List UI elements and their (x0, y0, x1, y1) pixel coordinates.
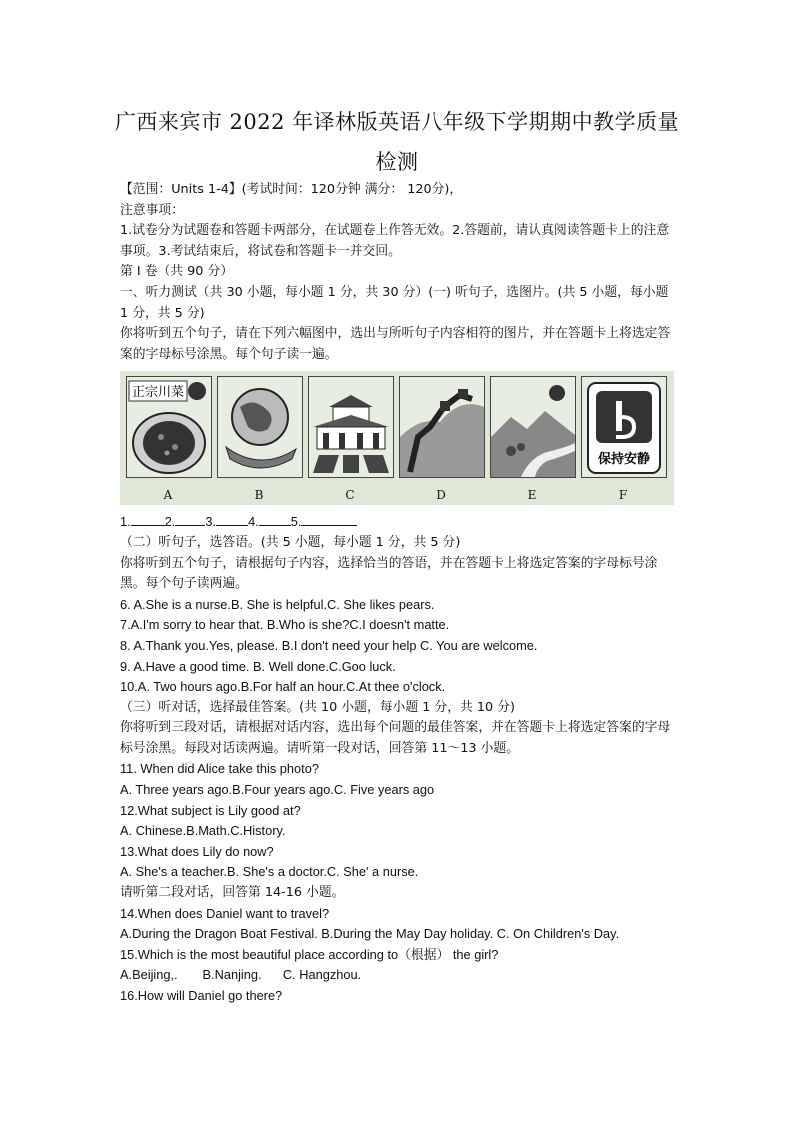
exam-body (120, 180, 676, 1007)
part-heading: 第 I 卷（共 90 分） (120, 264, 234, 280)
question-14-options: A.During the Dragon Boat Festival. B.During the May Day holiday. C. On Children's Day. (120, 926, 620, 942)
section1-instructions: 你将听到五个句子，请在下列六幅图中，选出与所听句子内容相符的图片，并在答题卡上将选定答案的字母标号涂黑。每个句子读一遍。 (120, 326, 671, 362)
question-11: 11. When did Alice take this photo? (120, 761, 319, 777)
question-10: 10.A. Two hours ago.B.For half an hour.C.At thee o'clock. (120, 679, 446, 695)
exam-title-line2: 检测 (375, 150, 419, 174)
answer-num-4: 4. (248, 514, 259, 530)
section2-heading: （二）听句子，选答语。(共 5 小题，每小题 1 分，共 5 分) (120, 534, 461, 550)
picture-label-a: A (163, 488, 173, 503)
keep-quiet-text: 保持安静 (597, 452, 651, 468)
notice-body: 1.试卷分为试题卷和答题卡两部分，在试题卷上作答无效。2.答题前，请认真阅读答题卡上的注意事项。3.考试结束后，将试卷和答题卡一并交回。 (120, 223, 670, 259)
question-11-options: A. Three years ago.B.Four years ago.C. Five years ago (120, 782, 435, 798)
answer-blank-4[interactable] (259, 511, 291, 526)
picture-label-b: B (254, 488, 264, 503)
answer-blank-2[interactable] (175, 511, 205, 526)
answer-num-5: 5. (290, 514, 302, 530)
answer-num-3: 3. (205, 514, 217, 530)
answer-num-2: 2. (164, 514, 176, 530)
dialog2-instructions: 请听第二段对话，回答第 14-16 小题。 (120, 885, 345, 901)
answer-blank-1[interactable] (131, 511, 165, 526)
exam-title-line1: 广西来宾市 2022 年译林版英语八年级下学期期中教学质量 (114, 110, 680, 134)
question-12-options: A. Chinese.B.Math.C.History. (120, 823, 286, 839)
picture-label-f: F (618, 488, 628, 503)
question-15-options: A.Beijing,. B.Nanjing. C. Hangzhou. (120, 967, 362, 983)
question-7: 7.A.I'm sorry to hear that. B.Who is she?C.I doesn't matte. (120, 617, 450, 633)
question-13-options: A. She's a teacher.B. She's a doctor.C. She' a nurse. (120, 864, 419, 880)
answer-blank-5[interactable] (301, 511, 357, 526)
question-13: 13.What does Lily do now? (120, 843, 274, 859)
section2-instructions: 你将听到五个句子，请根据句子内容，选择恰当的答语，并在答题卡上将选定答案的字母标号涂黑。每个句子读两遍。 (120, 555, 658, 592)
sichuan-dish-text: 正宗川菜 (131, 385, 185, 401)
question-6: 6. A.She is a nurse.B. She is helpful.C. She likes pears. (120, 596, 435, 612)
section3-heading: （三）听对话，选择最佳答案。(共 10 小题，每小题 1 分，共 10 分) (120, 699, 516, 715)
question-12: 12.What subject is Lily good at? (120, 802, 301, 818)
picture-e-river-landscape (490, 376, 576, 478)
answer-num-1: 1. (120, 514, 131, 530)
question-14: 14.When does Daniel want to travel? (120, 905, 330, 921)
section1-heading: 一、听力测试（共 30 小题，每小题 1 分，共 30 分）(一) 听句子，选图片。(共 5 小题，每小题 1 分，共 5 分) (120, 284, 669, 321)
picture-f-keep-quiet-sign (581, 376, 667, 478)
picture-options-figure (120, 371, 674, 505)
question-15: 15.Which is the most beautiful place according to（根据） the girl? (120, 946, 499, 962)
picture-d-great-wall (399, 376, 485, 478)
notice-heading: 注意事项： (120, 202, 184, 218)
picture-b-globe-hand (217, 376, 303, 478)
picture-a-sichuan-dish (126, 376, 212, 478)
picture-c-palace-building (308, 376, 394, 478)
question-8: 8. A.Thank you.Yes, please. B.I don't need your help C. You are welcome. (120, 637, 538, 653)
picture-label-d: D (436, 488, 446, 503)
picture-label-c: C (345, 488, 355, 503)
section3-instructions: 你将听到三段对话，请根据对话内容，选出每个问题的最佳答案，并在答题卡上将选定答案的字母标号涂黑。每段对话读两遍。请听第一段对话，回答第 11～13 小题。 (120, 720, 671, 756)
scope-line: 【范围：Units 1-4】(考试时间：120分钟 满分： 120分)， (120, 182, 463, 197)
answer-blank-3[interactable] (216, 511, 248, 526)
question-9: 9. A.Have a good time. B. Well done.C.Goo luck. (120, 658, 396, 674)
answer-blanks (120, 511, 676, 533)
question-16: 16.How will Daniel go there? (120, 988, 283, 1003)
picture-label-e: E (527, 488, 537, 503)
